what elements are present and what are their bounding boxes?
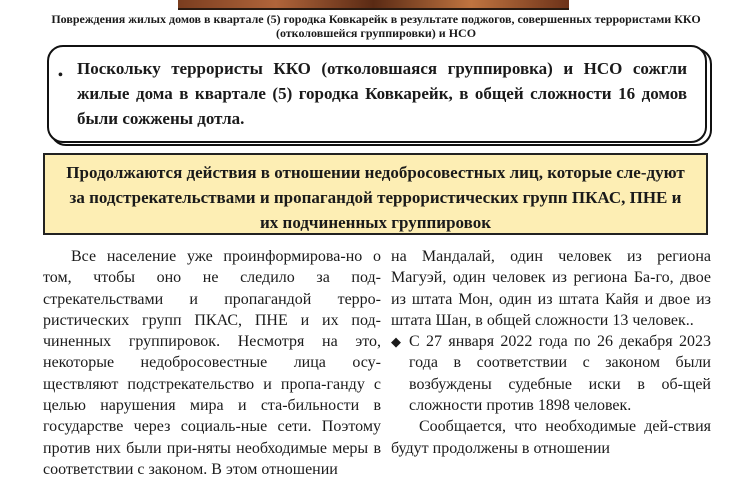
left-paragraph: Все население уже проинформирова-но о том, чтобы оно не следило за под-стрекательствами и пропагандой терро-ристических групп ПКАС, ПНЕ и их под-чиненных группировок. Несмотря на это, некоторые недобросовестные лица осу-ществляют подстрекательство и пропа-ганду с целью нарушения мира и ста-бильности в государстве через социаль-ные сети. Поэтому против них были при-няты необходимые меры в соответствии с законом. В этом отношении (43, 248, 381, 478)
bullet-box (47, 45, 707, 143)
photo-caption: Повреждения жилых домов в квартале (5) городка Ковкарейк в результате поджогов, совершенных террористами ККО (отколовшейся группировки) и НСО (51, 12, 701, 40)
left-column (43, 246, 381, 480)
diamond-bullet-icon: ◆ (391, 334, 401, 350)
right-column (391, 246, 711, 459)
section-headline: Продолжаются действия в отношении недобросовестных лиц, которые сле-дуют за подстрекательствами и пропагандой террористических групп ПКАС, ПНЕ и их подчиненных группировок (43, 153, 708, 235)
right-bullet-item (391, 331, 711, 416)
right-paragraph: Сообщается, что необходимые дей-ствия будут продолжены в отношении (391, 418, 711, 457)
bullet-text: Поскольку террористы ККО (отколовшаяся группировка) и НСО сожгли жилые дома в квартале (5) городка Ковкарейк, в общей сложности 16 домов были сожжены дотла. (77, 59, 687, 128)
photo-bottom-edge (178, 0, 569, 10)
right-continuation: на Мандалай, один человек из региона Магуэй, один человек из региона Ба-го, двое из штата Мон, один из штата Кайя и двое из штата Шан, в общей сложности 13 человек.. (391, 248, 711, 329)
bullet-dot-icon: • (58, 68, 63, 83)
right-bullet-text: С 27 января 2022 года по 26 декабря 2023 года в соответствии с законом были возбуждены судебные иски в об-щей сложности против 1898 человек. (409, 333, 711, 415)
